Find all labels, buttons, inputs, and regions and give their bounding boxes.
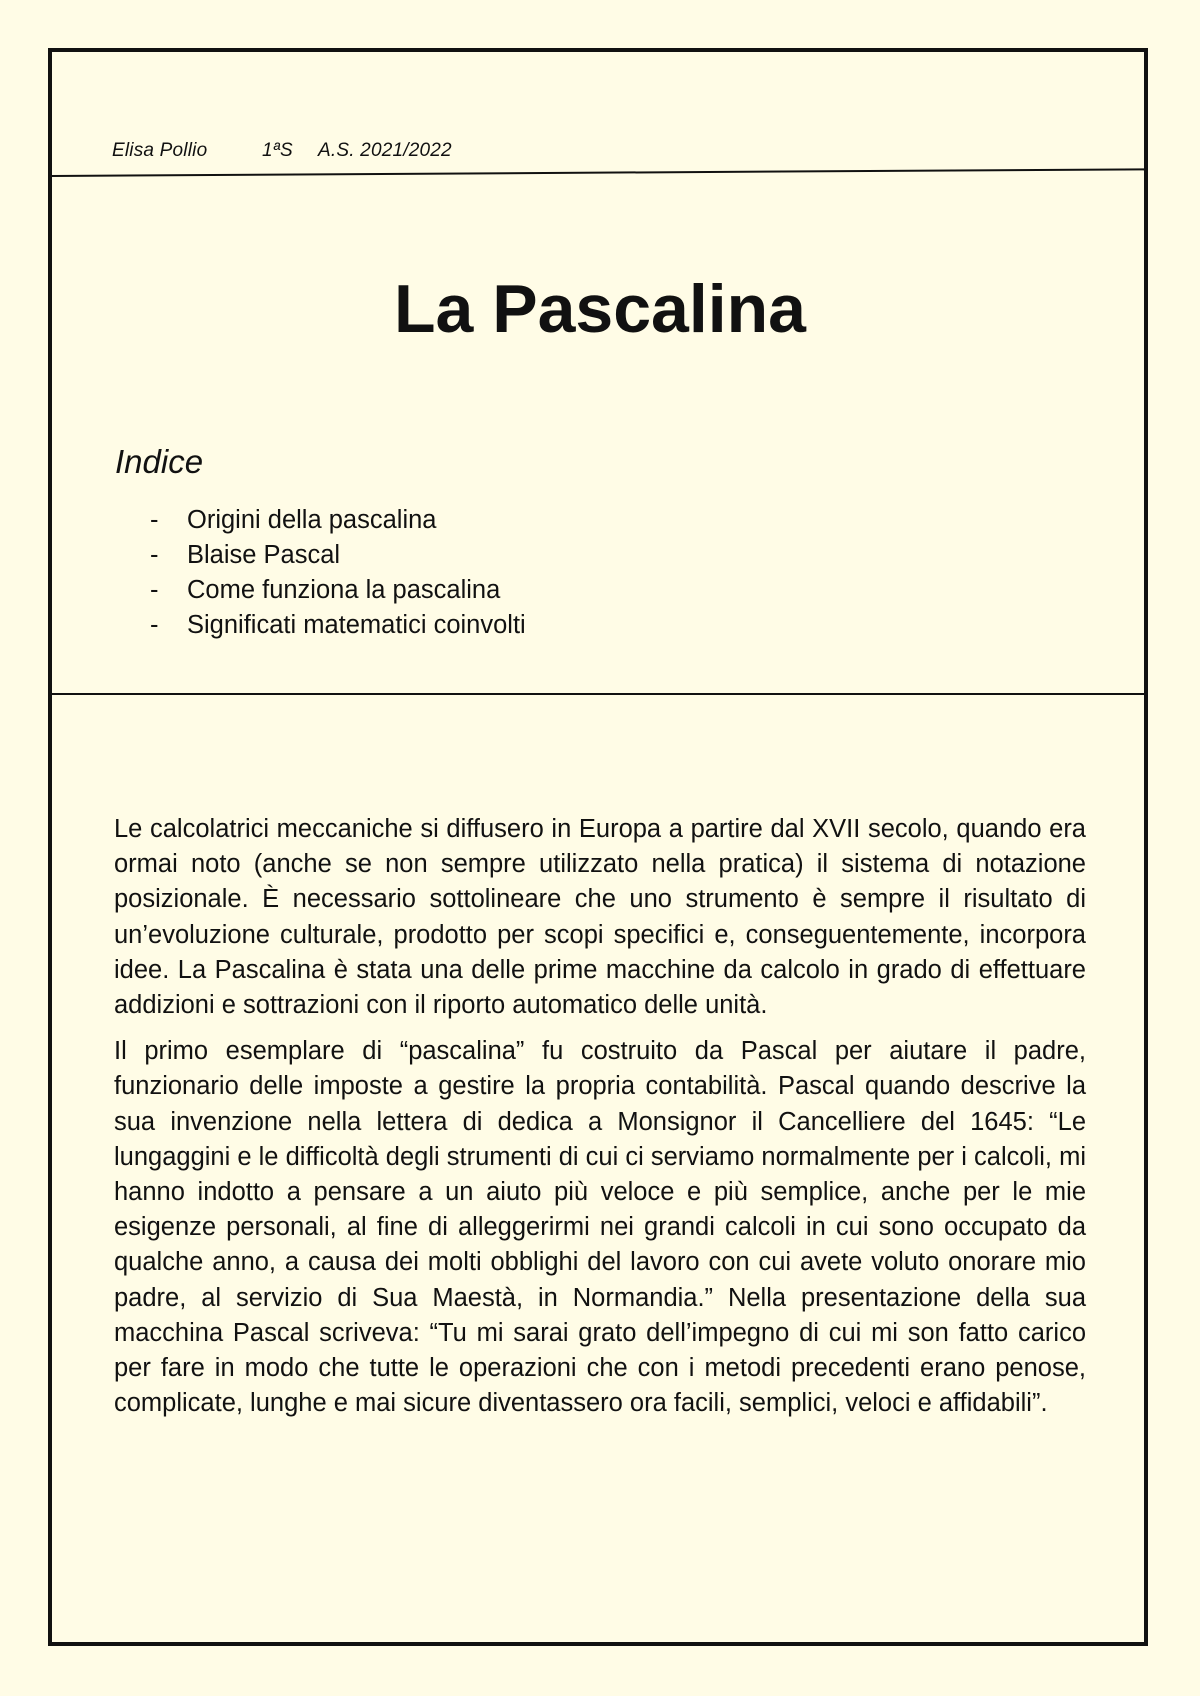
- index-item-label: Significati matematici coinvolti: [187, 611, 526, 639]
- paragraph: Le calcolatrici meccaniche si diffusero in Europa a partire dal XVII secolo, quando era ormai noto (anche se non sempre utilizzato nella pratica) il sistema di notazione posizionale. È necessario sottolineare che uno strumento è sempre il risultato di un’evoluzione culturale, prodotto per scopi specifici e, conseguentemente, incorpora idee. La Pascalina è stata una delle prime macchine da calcolo in grado di effettuare addizioni e sottrazioni con il riporto automatico delle unità.: [114, 815, 1086, 1020]
- index-item: - Origini della pascalina: [150, 506, 437, 534]
- index-heading: Indice: [115, 443, 204, 480]
- page-title: La Pascalina: [393, 271, 807, 347]
- body-text: [114, 812, 1086, 1432]
- index-item-label: Come funziona la pascalina: [187, 576, 501, 604]
- author-name: Elisa Pollio: [112, 140, 208, 161]
- school-year: A.S. 2021/2022: [318, 140, 452, 161]
- index-item-label: Origini della pascalina: [187, 506, 437, 534]
- paragraph: Il primo esemplare di “pascalina” fu costruito da Pascal per aiutare il padre, funzionario delle imposte a gestire la propria contabilità. Pascal quando descrive la sua invenzione nella lettera di dedica a Monsignor il Cancelliere del 1645: “Le lungaggini e le difficoltà degli strumenti di cui ci serviamo normalmente per i calcoli, mi hanno indotto a pensare a un aiuto più veloce e più semplice, anche per le mie esigenze personali, al fine di alleggerirmi nei grandi calcoli in cui sono occupato da qualche anno, a causa dei molti obblighi del lavoro con cui avete voluto onorare mio padre, al servizio di Sua Maestà, in Normandia.” Nella presentazione della sua macchina Pascal scriveva: “Tu mi sarai grato dell’impegno di cui mi son fatto carico per fare in modo che tutte le operazioni che con i metodi precedenti erano penose, complicate, lunghe e mai sicure diventassero ora facili, semplici, veloci e affidabili”.: [114, 1037, 1086, 1418]
- index-item: - Come funziona la pascalina: [150, 576, 501, 604]
- document-header: [112, 140, 452, 162]
- index-item: - Significati matematici coinvolti: [150, 611, 526, 639]
- index-divider: [52, 693, 1144, 695]
- index-list: [150, 503, 526, 643]
- index-item-label: Blaise Pascal: [187, 541, 341, 569]
- index-item: - Blaise Pascal: [150, 541, 341, 569]
- class-label: 1ªS: [262, 140, 293, 161]
